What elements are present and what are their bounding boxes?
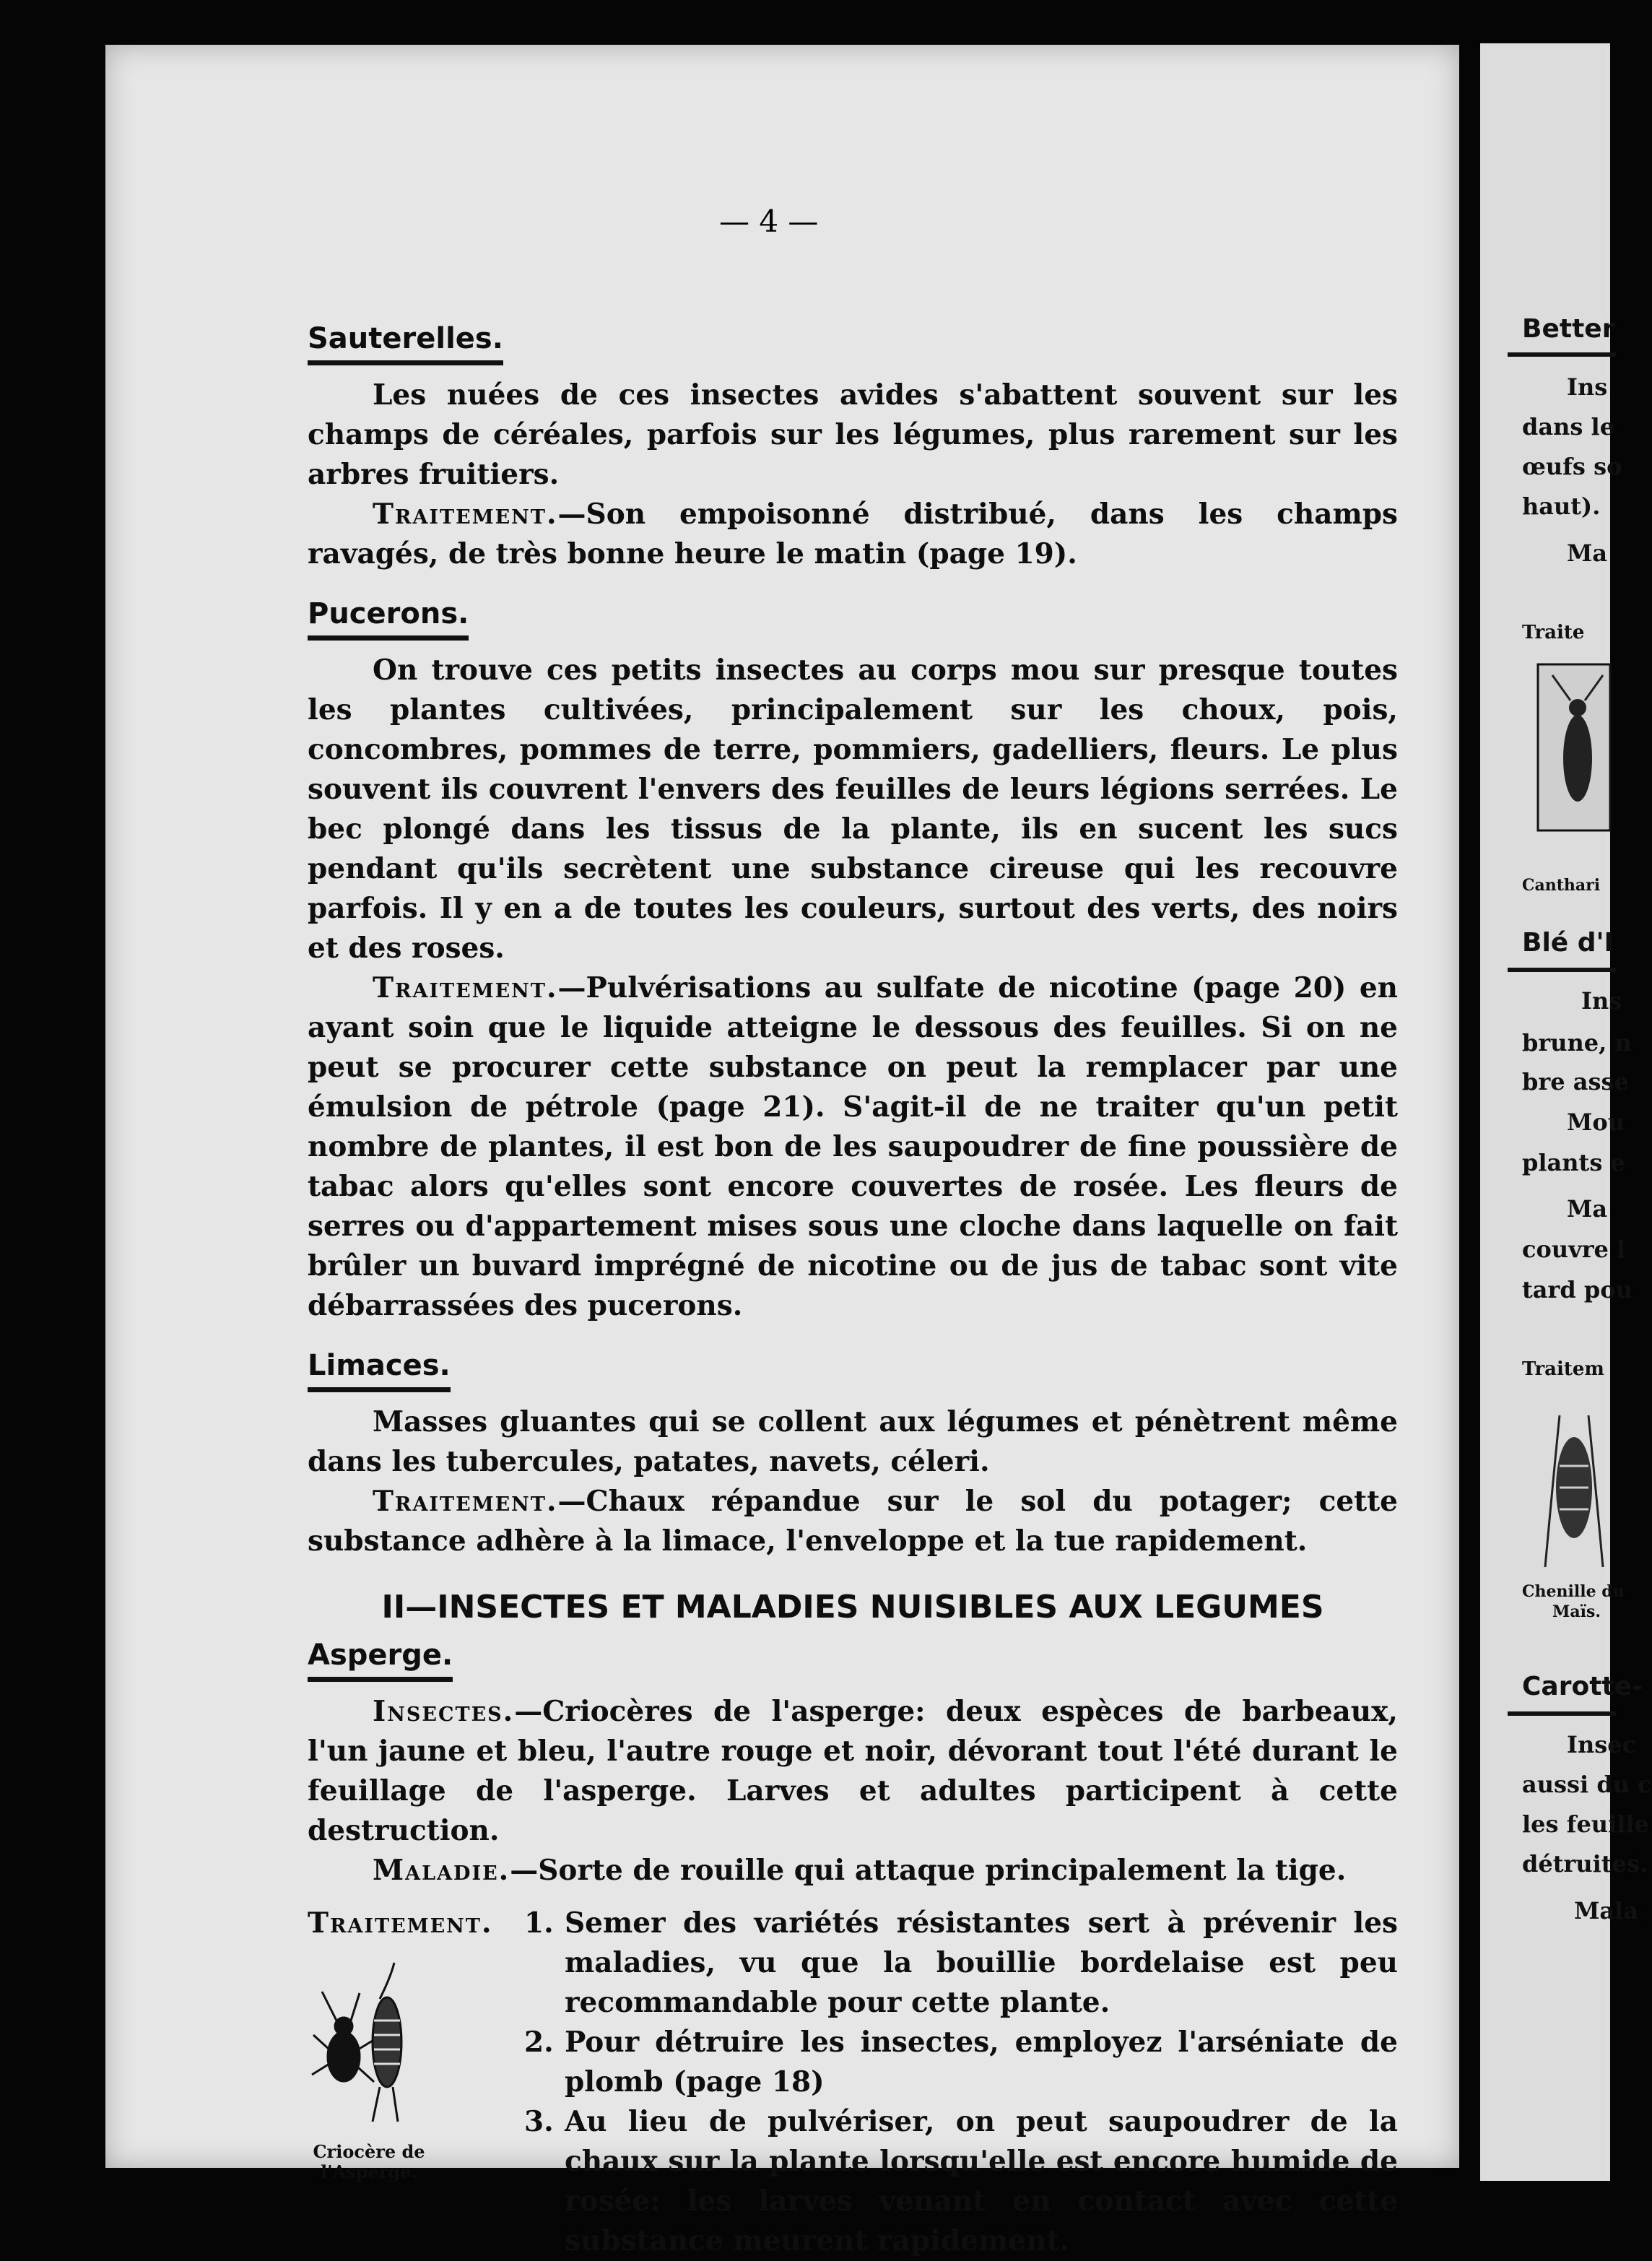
maladie-asperge <box>308 1851 1398 1891</box>
beetle-image <box>1538 664 1610 830</box>
heading-rule <box>1508 968 1616 972</box>
item-number: 2. <box>524 2026 554 2059</box>
section-title: II—INSECTES ET MALADIES NUISIBLES AUX LEGUMES <box>381 1589 1324 1626</box>
caterpillar-image <box>1538 1401 1610 1574</box>
treatment-list <box>524 1904 1398 2261</box>
heading-sauterelles: Sauterelles. <box>308 319 503 365</box>
insectes-text: —Criocères de l'asperge: deux espèces de barbeaux, l'un jaune et bleu, l'autre rouge et noir, dévorant tout l'été durant le feuillage de l'asperge. Larves et adultes participent à cette destruction. <box>308 1695 1398 1847</box>
heading-rule <box>1508 1711 1616 1716</box>
fragment-line: Ins <box>1581 987 1622 1015</box>
page-number: — 4 — <box>719 204 819 239</box>
fragment-line: plants e <box>1522 1149 1625 1176</box>
fragment-line: œufs so <box>1522 453 1622 480</box>
fragment-line: les feuille <box>1522 1810 1649 1838</box>
item-text: Au lieu de pulvériser, on peut saupoudrer de la chaux sur la plante lorsqu'elle est encore humide de rosée: les larves venant en contact avec cette substance meurent rapidement. <box>565 2105 1398 2257</box>
item-number: 1. <box>524 1906 554 1940</box>
treatment-text: —Son empoisonné distribué, dans les champs ravagés, de très bonne heure le matin (page 19). <box>308 498 1398 570</box>
fragment-line: Canthari <box>1522 876 1601 895</box>
insectes-asperge <box>308 1692 1398 1851</box>
item-text: Semer des variétés résistantes sert à prévenir les maladies, vu que la bouillie bordelaise est peu recommandable pour cette plante. <box>565 1906 1398 2019</box>
insectes-label: Insectes. <box>373 1695 515 1728</box>
paragraph-sauterelles: Les nuées de ces insectes avides s'abattent souvent sur les champs de céréales, parfois sur les légumes, plus rarement sur les arbres fruitiers. <box>308 378 1398 491</box>
heading-rule <box>1508 352 1616 357</box>
fragment-line: haut). <box>1522 492 1601 520</box>
treatment-label: Traitement. <box>373 498 558 531</box>
paragraph-pucerons: On trouve ces petits insectes au corps mou sur presque toutes les plantes cultivées, principalement sur les choux, pois, concombres, pommes de terre, pommiers, gadelliers, fleurs. Le plus souvent ils couvrent l'envers des feuilles de leurs légions serrées. Le bec plongé dans les tissus de la plante, ils en sucent les sucs pendant qu'ils secrètent une substance cireuse qui les recouvre parfois. Il y en a de toutes les couleurs, surtout des verts, des noirs et des roses. <box>308 654 1398 965</box>
fragment-line: Blé d'I <box>1522 928 1614 958</box>
treatment-text: —Chaux répandue sur le sol du potager; cette substance adhère à la limace, l'enveloppe et la tue rapidement. <box>308 1485 1398 1558</box>
fragment-line: aussi du c <box>1522 1771 1652 1798</box>
fragment-line: détruites. <box>1522 1850 1648 1878</box>
fragment-line: brune, n <box>1522 1029 1632 1056</box>
treatment-label: Traitement. <box>308 1906 493 1940</box>
treatment-pucerons <box>308 968 1398 1326</box>
list-item <box>524 1904 1398 2023</box>
document-page <box>105 45 1459 2257</box>
page-content <box>308 305 1398 2257</box>
fragment-line: tard pou <box>1522 1276 1633 1303</box>
list-item <box>524 2023 1398 2102</box>
fragment-line: couvre l <box>1522 1236 1626 1263</box>
figure-caption: Criocère de l'Asperge. <box>313 2141 425 2182</box>
treatment-label: Traitement. <box>373 971 558 1004</box>
heading-limaces: Limaces. <box>308 1346 451 1392</box>
fragment-line: Ma <box>1567 1195 1608 1223</box>
heading-asperge: Asperge. <box>308 1636 453 1682</box>
fragment-line: Insec <box>1567 1731 1637 1758</box>
treatment-text: —Pulvérisations au sulfate de nicotine (page 20) en ayant soin que le liquide atteigne le dessous des feuilles. Si on ne peut se procurer cette substance on peut la remplacer par une émulsion de pétrole (page 21). S'agit-il de ne traiter qu'un petit nombre de plantes, il est bon de les saupoudrer de fine poussière de tabac alors qu'elles sont encore couvertes de rosée. Les fleurs de serres ou d'appartement mises sous une cloche dans laquelle on fait brûler un buvard imprégné de nicotine ou de jus de tabac sont vite débarrassées des pucerons. <box>308 971 1398 1322</box>
treatment-asperge <box>308 1904 1398 2257</box>
fragment-line: Maïs. <box>1552 1602 1601 1621</box>
paragraph-limaces: Masses gluantes qui se collent aux légumes et pénètrent même dans les tubercules, patates, navets, céleri. <box>308 1405 1398 1478</box>
treatment-sauterelles <box>308 495 1398 574</box>
adjacent-page-fragment <box>1480 43 1652 2181</box>
item-text: Pour détruire les insectes, employez l'arséniate de plomb (page 18) <box>565 2026 1398 2099</box>
fragment-line: Mou <box>1567 1108 1625 1136</box>
fragment-line: dans le <box>1522 413 1615 441</box>
fragment-line: Traitem <box>1522 1358 1604 1380</box>
treatment-limaces <box>308 1482 1398 1561</box>
item-number: 3. <box>524 2105 554 2138</box>
fragment-line: Ins <box>1567 373 1608 401</box>
fragment-line: Better <box>1522 314 1615 344</box>
asparagus-beetle-illustration <box>308 1948 423 2136</box>
fragment-line: bre asse <box>1522 1068 1629 1095</box>
treatment-label: Traitement. <box>373 1485 558 1518</box>
list-item <box>524 2102 1398 2261</box>
fragment-line: Ma <box>1567 539 1608 567</box>
maladie-text: —Sorte de rouille qui attaque principalement la tige. <box>510 1854 1347 1887</box>
heading-pucerons: Pucerons. <box>308 594 469 641</box>
maladie-label: Maladie. <box>373 1854 510 1887</box>
fragment-line: Mala <box>1574 1897 1639 1924</box>
fragment-line: Carotte- <box>1522 1672 1643 1701</box>
fragment-line: Chenille du <box>1522 1582 1625 1601</box>
fragment-line: Traite <box>1522 622 1585 643</box>
